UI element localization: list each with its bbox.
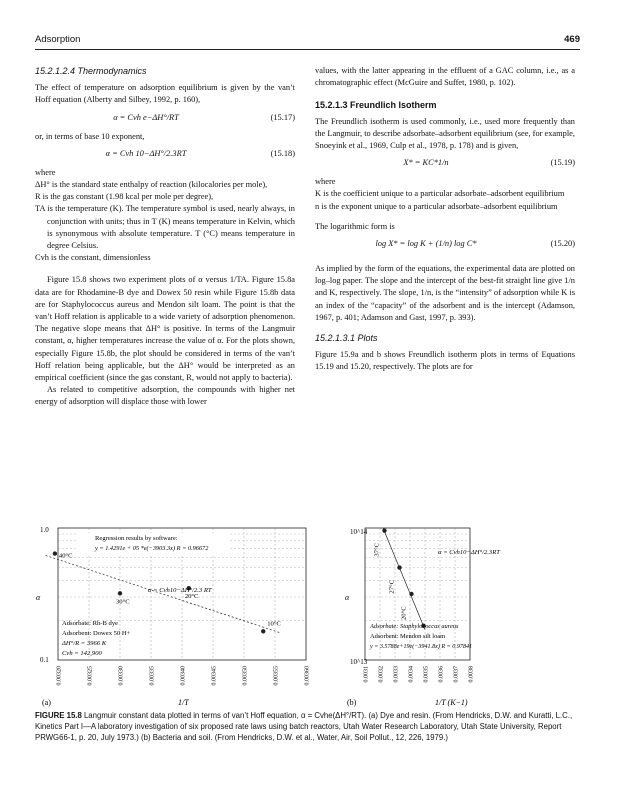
chart-b-ylabel: α bbox=[345, 593, 350, 602]
chart-a-xlabel: 1/T bbox=[178, 698, 189, 707]
chart-b-info: Adsorbate: Staphylococcus aureus bbox=[370, 623, 459, 630]
equation-15-19 bbox=[315, 152, 575, 176]
chart-a-line-label: α = Cvh10−ΔH°/2.3 RT bbox=[148, 587, 212, 594]
chart-a-xtick-label: 0.00335 bbox=[149, 666, 156, 686]
definition: TA is the temperature (K). The temperature symbol is used, nearly always, in conjunction with units; thus in T (K) means temperature in Kelvin, which is synonymous with absolute temperature. T (°C) means temperature in degree Celsius. bbox=[35, 204, 295, 251]
definition: R is the gas constant (1.98 kcal per mole per degree), bbox=[35, 192, 214, 202]
chart-a-ytick-top: 1.0 bbox=[40, 526, 49, 534]
chart-b-xtick-label: 0.0037 bbox=[453, 666, 460, 683]
chart-a-panel-label: (a) bbox=[42, 698, 51, 707]
chart-b-xtick-label: 0.0038 bbox=[468, 666, 475, 683]
chart-a-xtick-label: 0.00350 bbox=[242, 666, 249, 686]
chart-b-panel-label: (b) bbox=[347, 698, 357, 707]
section-heading: 15.2.1.3 Freundlich Isotherm bbox=[315, 100, 437, 111]
chart-a-point-label: 20°C bbox=[184, 593, 199, 601]
chart-b-point bbox=[397, 565, 401, 569]
section-heading: 15.2.1.2.4 Thermodynamics bbox=[35, 66, 147, 76]
caption-text: Langmuir constant data plotted in terms of van’t Hoff equation, α = Cvhe(ΔH°/RT). (a) Dye and resin. (From Hendricks, D.W. and Kuratti, L.C., Kinetics Part I—A laboratory investigation of six proposed rate laws using batch reactors, Utah Water Research Laboratory, Utah State University, Report PRWG66-1, p. 20, July 1973.) (b) Bacteria and soil. (From Hendricks, D.W. et al., Water, Air, Soil Pollut., 12, 226, 1979.) bbox=[35, 711, 573, 742]
definition: n is the exponent unique to a particular adsorbate–adsorbent equilibrium bbox=[315, 201, 558, 211]
chart-b-ytick-bottom: 10^13 bbox=[350, 658, 368, 666]
chart-a-info: Adsorbate: Rh-B dye bbox=[62, 620, 119, 627]
page-number: 469 bbox=[564, 34, 580, 45]
chart-a-info: ΔH°/R = 3966 K bbox=[62, 640, 107, 647]
chart-b-point bbox=[409, 592, 413, 596]
chart-a-regression-title: Regression results by software: bbox=[95, 535, 178, 542]
chart-a-xtick-label: 0.00320 bbox=[56, 666, 63, 686]
where-label: where bbox=[35, 167, 56, 177]
paragraph: The effect of temperature on adsorption equilibrium is given by the van’t Hoff equation (Alberty and Silbey, 1992, p. 160), bbox=[35, 83, 295, 105]
paragraph: or, in terms of base 10 exponent, bbox=[35, 131, 145, 141]
chart-b-frame bbox=[365, 528, 473, 660]
chart-a-point-label: 10°C bbox=[267, 620, 281, 628]
paragraph: The Freundlich isotherm is used commonly, i.e., used more frequently than the Langmuir, to describe adsorbate–adsorbent equilibrium (see, for example, Snoeyink et al., 1969, Culp et al., 1978, p. 178) and is given, bbox=[315, 116, 575, 151]
chart-a-xtick-label: 0.00325 bbox=[87, 666, 94, 686]
right-column bbox=[315, 65, 575, 374]
paragraph: Figure 15.8 shows two experiment plots of α versus 1/TA. Figure 15.8a data are for Rhodamine-B dye and Dowex 50 resin while Figure 15.8b data are for Staphylococcus aureus and Mendon silt loam. The point is that the van’t Hoff relation is applicable to a wide variety of adsorption phenomenon. The negative slope means that ΔH° is positive. In terms of the Langmuir constant, α, higher temperatures increase the value of α. For the plots shown, especially Figure 15.8b, the plot should be considered in terms of the van’t Hoff relation being applicable, but the ΔH° would be interpreted as an empirical coefficient (since the gas constant, R, would not apply to bacteria). bbox=[35, 275, 295, 383]
figure-15-8 bbox=[0, 520, 617, 710]
chart-a-info: Cvh = 142,900 bbox=[62, 650, 102, 657]
where-label: where bbox=[315, 177, 336, 187]
chart-a-point-label: 40°C bbox=[58, 552, 73, 560]
figure-caption bbox=[35, 710, 580, 743]
chart-a-point-label: 30°C bbox=[116, 598, 130, 606]
paragraph: The logarithmic form is bbox=[315, 221, 395, 231]
equation-expression: α = Cvh e−ΔH°/RT bbox=[113, 112, 179, 122]
chart-a-info: Adsorbent: Dowex 50 H+ bbox=[62, 630, 131, 637]
paragraph: As related to competitive adsorption, the compounds with higher net energy of adsorption will displace those with lower bbox=[35, 385, 295, 407]
equation-15-17 bbox=[35, 107, 295, 131]
header-rule bbox=[35, 49, 580, 50]
chart-b-info: y = 3.5788e+19e(−3941.8x) R = 0.97841 bbox=[370, 644, 473, 650]
chart-b-info: Adsorbent: Mendon silt loam bbox=[370, 633, 446, 640]
equation-expression: α = Cvh 10−ΔH°/2.3RT bbox=[105, 148, 187, 158]
paragraph: Figure 15.9a and b shows Freundlich isotherm plots in terms of Equations 15.19 and 15.20, respectively. The plots are for bbox=[315, 350, 575, 372]
chart-b-ytick-top: 10^14 bbox=[350, 528, 368, 536]
caption-label: FIGURE 15.8 bbox=[35, 711, 82, 720]
chart-b-xtick-label: 0.0036 bbox=[438, 666, 445, 683]
equation-number: (15.17) bbox=[270, 112, 295, 122]
chart-b-xtick-label: 0.0031 bbox=[363, 666, 370, 683]
chart-a-xtick-label: 0.00345 bbox=[211, 666, 218, 686]
chart-b-xlabel: 1/T (K−1) bbox=[435, 698, 468, 707]
chart-a-ytick-bottom: 0.1 bbox=[40, 656, 49, 664]
chart-a-point bbox=[118, 591, 122, 595]
chart-a-point bbox=[261, 629, 265, 633]
chart-a-xtick-label: 0.00340 bbox=[180, 666, 187, 686]
definition: K is the coefficient unique to a particular adsorbate–adsorbent equilibrium bbox=[315, 189, 565, 199]
equation-number: (15.18) bbox=[270, 148, 295, 158]
chart-b-line-label: α = Cvh10−ΔH°/2.3RT bbox=[438, 549, 500, 556]
chart-b-xtick-label: 0.0032 bbox=[378, 666, 385, 683]
running-header: Adsorption bbox=[35, 34, 81, 45]
equation-number: (15.20) bbox=[550, 239, 575, 249]
chart-b-point-label: 20°C bbox=[400, 606, 408, 620]
paragraph: As implied by the form of the equations, the experimental data are plotted on log–log paper. The slope and the intercept of the best-fit straight line give 1/n and K, respectively. The slope, 1/n, is the “intensity” of adsorption while K is an index of the “capacity” of the adsorbent and is the intercept (Adamson, 1967, p. 401; Adamson and Gast, 1997, p. 393). bbox=[315, 264, 575, 322]
chart-b-xtick-label: 0.0033 bbox=[393, 666, 400, 683]
chart-a-xtick-label: 0.00360 bbox=[304, 666, 311, 686]
paragraph: values, with the latter appearing in the effluent of a GAC column, i.e., as a chromatographic effect (McGuire and Suffet, 1980, p. 102). bbox=[315, 66, 575, 88]
definition: Cvh is the constant, dimensionless bbox=[35, 253, 151, 263]
subsection-heading: 15.2.1.3.1 Plots bbox=[315, 333, 378, 344]
chart-b-xtick-label: 0.0034 bbox=[408, 666, 415, 683]
chart-a-point bbox=[53, 551, 57, 555]
chart-a-regression-eq: y = 1.4291e + 05 *e(−3903.3x) R = 0.96672 bbox=[95, 545, 209, 552]
left-column bbox=[35, 65, 295, 409]
chart-b-point-label: 37°C bbox=[373, 542, 381, 557]
chart-b-xtick-label: 0.0035 bbox=[423, 666, 430, 683]
equation-15-20 bbox=[315, 233, 575, 263]
equation-number: (15.19) bbox=[550, 158, 575, 168]
chart-a-xtick-label: 0.00330 bbox=[118, 666, 125, 686]
chart-a-ylabel: α bbox=[36, 593, 41, 602]
equation-15-18 bbox=[35, 143, 295, 167]
definition: ΔH° is the standard state enthalpy of reaction (kilocalories per mole), bbox=[35, 180, 268, 190]
chart-b-point bbox=[382, 528, 386, 532]
equation-expression: log X* = log K + (1/n) log C* bbox=[375, 239, 477, 249]
equation-expression: X* = KC*1/n bbox=[403, 158, 449, 168]
chart-b-point-label: 27°C bbox=[388, 579, 396, 594]
chart-a-xtick-label: 0.00355 bbox=[273, 666, 280, 686]
